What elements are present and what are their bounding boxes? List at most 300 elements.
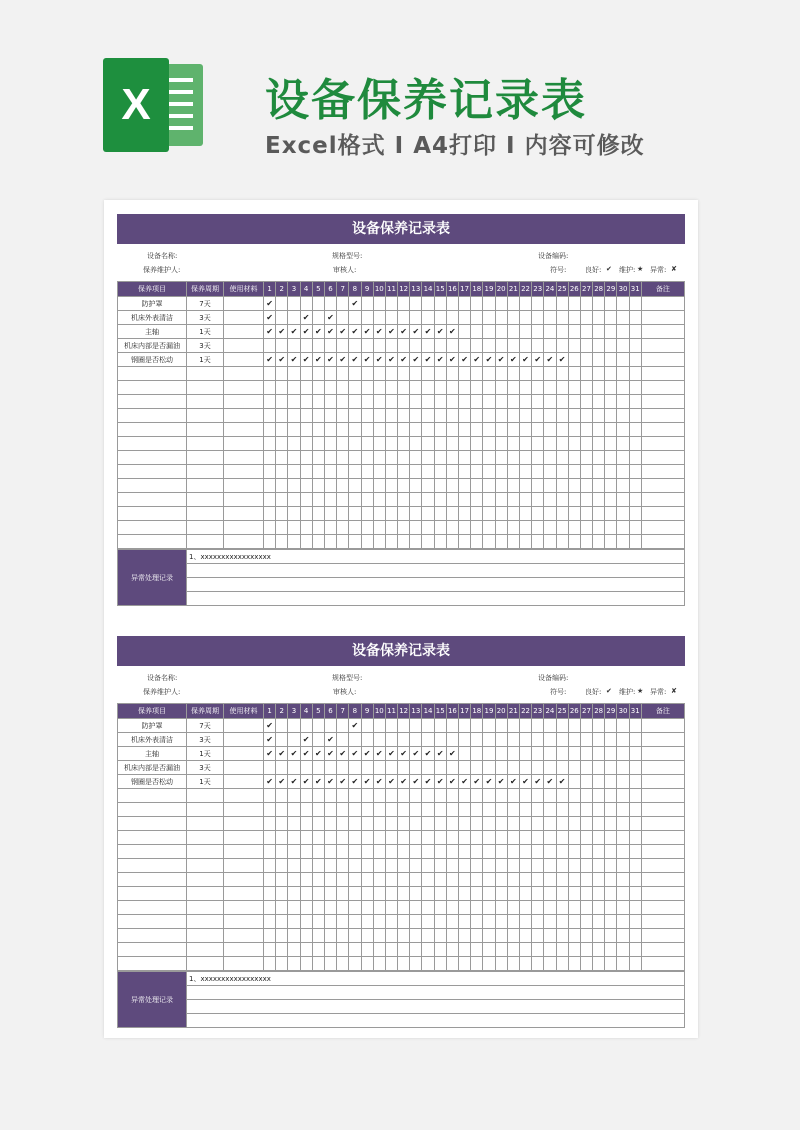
cycle-cell[interactable]: 7天 bbox=[187, 719, 224, 733]
day-cell[interactable] bbox=[349, 395, 361, 409]
day-cell[interactable] bbox=[544, 521, 556, 535]
day-cell[interactable] bbox=[507, 901, 519, 915]
material-cell[interactable] bbox=[224, 381, 264, 395]
day-cell[interactable] bbox=[300, 719, 312, 733]
day-cell[interactable] bbox=[605, 733, 617, 747]
day-cell[interactable] bbox=[471, 535, 483, 549]
day-cell[interactable] bbox=[312, 817, 324, 831]
day-cell[interactable] bbox=[471, 423, 483, 437]
note-cell[interactable] bbox=[641, 325, 684, 339]
day-cell[interactable] bbox=[361, 297, 373, 311]
day-cell[interactable] bbox=[361, 381, 373, 395]
day-cell[interactable] bbox=[398, 339, 410, 353]
material-cell[interactable] bbox=[224, 479, 264, 493]
day-cell[interactable] bbox=[568, 873, 580, 887]
check-mark-cell[interactable]: ✔ bbox=[410, 353, 422, 367]
day-cell[interactable] bbox=[629, 831, 641, 845]
day-cell[interactable] bbox=[434, 817, 446, 831]
day-cell[interactable] bbox=[495, 747, 507, 761]
day-cell[interactable] bbox=[324, 719, 336, 733]
day-cell[interactable] bbox=[556, 381, 568, 395]
check-mark-cell[interactable]: ✔ bbox=[398, 775, 410, 789]
day-cell[interactable] bbox=[593, 915, 605, 929]
check-mark-cell[interactable]: ✔ bbox=[459, 775, 471, 789]
day-cell[interactable] bbox=[568, 845, 580, 859]
check-mark-cell[interactable]: ✔ bbox=[544, 775, 556, 789]
day-cell[interactable] bbox=[617, 761, 629, 775]
day-cell[interactable] bbox=[507, 451, 519, 465]
day-cell[interactable] bbox=[446, 521, 458, 535]
day-cell[interactable] bbox=[361, 339, 373, 353]
day-cell[interactable] bbox=[544, 957, 556, 971]
day-cell[interactable] bbox=[617, 901, 629, 915]
note-cell[interactable] bbox=[641, 747, 684, 761]
note-cell[interactable] bbox=[641, 479, 684, 493]
day-cell[interactable] bbox=[422, 901, 434, 915]
day-cell[interactable] bbox=[519, 789, 531, 803]
day-cell[interactable] bbox=[446, 845, 458, 859]
day-cell[interactable] bbox=[459, 761, 471, 775]
day-cell[interactable] bbox=[264, 451, 276, 465]
item-cell[interactable] bbox=[118, 535, 187, 549]
check-mark-cell[interactable]: ✔ bbox=[276, 775, 288, 789]
day-cell[interactable] bbox=[276, 465, 288, 479]
day-cell[interactable] bbox=[446, 873, 458, 887]
day-cell[interactable] bbox=[471, 465, 483, 479]
day-cell[interactable] bbox=[422, 915, 434, 929]
day-cell[interactable] bbox=[617, 929, 629, 943]
day-cell[interactable] bbox=[312, 395, 324, 409]
day-cell[interactable] bbox=[605, 381, 617, 395]
day-cell[interactable] bbox=[593, 297, 605, 311]
check-mark-cell[interactable]: ✔ bbox=[532, 353, 544, 367]
day-cell[interactable] bbox=[532, 437, 544, 451]
day-cell[interactable] bbox=[312, 493, 324, 507]
day-cell[interactable] bbox=[276, 521, 288, 535]
day-cell[interactable] bbox=[507, 817, 519, 831]
day-cell[interactable] bbox=[361, 803, 373, 817]
item-cell[interactable] bbox=[118, 859, 187, 873]
cycle-cell[interactable] bbox=[187, 507, 224, 521]
material-cell[interactable] bbox=[224, 761, 264, 775]
day-cell[interactable] bbox=[288, 521, 300, 535]
day-cell[interactable] bbox=[324, 817, 336, 831]
day-cell[interactable] bbox=[617, 803, 629, 817]
day-cell[interactable] bbox=[361, 943, 373, 957]
day-cell[interactable] bbox=[580, 943, 592, 957]
day-cell[interactable] bbox=[312, 845, 324, 859]
day-cell[interactable] bbox=[324, 873, 336, 887]
day-cell[interactable] bbox=[459, 943, 471, 957]
day-cell[interactable] bbox=[629, 775, 641, 789]
day-cell[interactable] bbox=[288, 873, 300, 887]
check-mark-cell[interactable]: ✔ bbox=[349, 353, 361, 367]
day-cell[interactable] bbox=[434, 381, 446, 395]
day-cell[interactable] bbox=[544, 423, 556, 437]
item-cell[interactable] bbox=[118, 367, 187, 381]
check-mark-cell[interactable]: ✔ bbox=[264, 719, 276, 733]
day-cell[interactable] bbox=[324, 901, 336, 915]
day-cell[interactable] bbox=[629, 507, 641, 521]
day-cell[interactable] bbox=[532, 493, 544, 507]
item-cell[interactable]: 钢圈是否松动 bbox=[118, 353, 187, 367]
day-cell[interactable] bbox=[276, 311, 288, 325]
day-cell[interactable] bbox=[507, 297, 519, 311]
day-cell[interactable] bbox=[361, 535, 373, 549]
day-cell[interactable] bbox=[398, 873, 410, 887]
day-cell[interactable] bbox=[580, 803, 592, 817]
day-cell[interactable] bbox=[312, 761, 324, 775]
day-cell[interactable] bbox=[532, 915, 544, 929]
day-cell[interactable] bbox=[410, 507, 422, 521]
check-mark-cell[interactable]: ✔ bbox=[300, 353, 312, 367]
day-cell[interactable] bbox=[434, 479, 446, 493]
day-cell[interactable] bbox=[532, 845, 544, 859]
day-cell[interactable] bbox=[556, 507, 568, 521]
check-mark-cell[interactable]: ✔ bbox=[361, 353, 373, 367]
day-cell[interactable] bbox=[629, 423, 641, 437]
day-cell[interactable] bbox=[459, 395, 471, 409]
day-cell[interactable] bbox=[373, 423, 385, 437]
day-cell[interactable] bbox=[446, 339, 458, 353]
day-cell[interactable] bbox=[629, 887, 641, 901]
note-cell[interactable] bbox=[641, 915, 684, 929]
day-cell[interactable] bbox=[385, 929, 397, 943]
day-cell[interactable] bbox=[544, 929, 556, 943]
day-cell[interactable] bbox=[568, 353, 580, 367]
day-cell[interactable] bbox=[373, 311, 385, 325]
item-cell[interactable]: 防护罩 bbox=[118, 719, 187, 733]
day-cell[interactable] bbox=[264, 817, 276, 831]
note-cell[interactable] bbox=[641, 437, 684, 451]
day-cell[interactable] bbox=[459, 521, 471, 535]
note-cell[interactable] bbox=[641, 507, 684, 521]
day-cell[interactable] bbox=[349, 943, 361, 957]
day-cell[interactable] bbox=[617, 493, 629, 507]
day-cell[interactable] bbox=[568, 957, 580, 971]
day-cell[interactable] bbox=[288, 901, 300, 915]
day-cell[interactable] bbox=[385, 339, 397, 353]
day-cell[interactable] bbox=[605, 535, 617, 549]
day-cell[interactable] bbox=[593, 887, 605, 901]
day-cell[interactable] bbox=[373, 789, 385, 803]
day-cell[interactable] bbox=[471, 761, 483, 775]
day-cell[interactable] bbox=[495, 901, 507, 915]
cycle-cell[interactable] bbox=[187, 493, 224, 507]
day-cell[interactable] bbox=[422, 761, 434, 775]
day-cell[interactable] bbox=[593, 733, 605, 747]
day-cell[interactable] bbox=[312, 915, 324, 929]
note-cell[interactable] bbox=[641, 465, 684, 479]
day-cell[interactable] bbox=[324, 915, 336, 929]
day-cell[interactable] bbox=[446, 817, 458, 831]
note-cell[interactable] bbox=[641, 395, 684, 409]
item-cell[interactable] bbox=[118, 437, 187, 451]
day-cell[interactable] bbox=[385, 957, 397, 971]
day-cell[interactable] bbox=[288, 859, 300, 873]
day-cell[interactable] bbox=[483, 761, 495, 775]
day-cell[interactable] bbox=[459, 845, 471, 859]
day-cell[interactable] bbox=[483, 521, 495, 535]
day-cell[interactable] bbox=[495, 381, 507, 395]
day-cell[interactable] bbox=[544, 873, 556, 887]
day-cell[interactable] bbox=[580, 493, 592, 507]
day-cell[interactable] bbox=[593, 535, 605, 549]
item-cell[interactable] bbox=[118, 887, 187, 901]
day-cell[interactable] bbox=[568, 507, 580, 521]
day-cell[interactable] bbox=[312, 831, 324, 845]
day-cell[interactable] bbox=[459, 873, 471, 887]
day-cell[interactable] bbox=[556, 733, 568, 747]
item-cell[interactable]: 机床外表清洁 bbox=[118, 311, 187, 325]
day-cell[interactable] bbox=[519, 311, 531, 325]
day-cell[interactable] bbox=[519, 803, 531, 817]
note-cell[interactable] bbox=[641, 901, 684, 915]
day-cell[interactable] bbox=[605, 507, 617, 521]
day-cell[interactable] bbox=[544, 381, 556, 395]
day-cell[interactable] bbox=[398, 437, 410, 451]
day-cell[interactable] bbox=[532, 761, 544, 775]
item-cell[interactable] bbox=[118, 873, 187, 887]
day-cell[interactable] bbox=[495, 929, 507, 943]
note-cell[interactable] bbox=[641, 929, 684, 943]
day-cell[interactable] bbox=[519, 929, 531, 943]
day-cell[interactable] bbox=[495, 493, 507, 507]
day-cell[interactable] bbox=[568, 297, 580, 311]
day-cell[interactable] bbox=[483, 493, 495, 507]
day-cell[interactable] bbox=[385, 395, 397, 409]
item-cell[interactable] bbox=[118, 479, 187, 493]
check-mark-cell[interactable]: ✔ bbox=[288, 353, 300, 367]
item-cell[interactable] bbox=[118, 409, 187, 423]
day-cell[interactable] bbox=[373, 803, 385, 817]
day-cell[interactable] bbox=[300, 831, 312, 845]
cycle-cell[interactable] bbox=[187, 929, 224, 943]
check-mark-cell[interactable]: ✔ bbox=[349, 325, 361, 339]
day-cell[interactable] bbox=[593, 507, 605, 521]
check-mark-cell[interactable]: ✔ bbox=[446, 747, 458, 761]
note-cell[interactable] bbox=[641, 887, 684, 901]
day-cell[interactable] bbox=[446, 831, 458, 845]
day-cell[interactable] bbox=[617, 859, 629, 873]
day-cell[interactable] bbox=[605, 887, 617, 901]
day-cell[interactable] bbox=[605, 747, 617, 761]
day-cell[interactable] bbox=[593, 873, 605, 887]
day-cell[interactable] bbox=[580, 325, 592, 339]
day-cell[interactable] bbox=[288, 831, 300, 845]
day-cell[interactable] bbox=[312, 901, 324, 915]
day-cell[interactable] bbox=[361, 521, 373, 535]
day-cell[interactable] bbox=[617, 325, 629, 339]
day-cell[interactable] bbox=[288, 957, 300, 971]
item-cell[interactable] bbox=[118, 451, 187, 465]
day-cell[interactable] bbox=[410, 887, 422, 901]
day-cell[interactable] bbox=[495, 719, 507, 733]
note-cell[interactable] bbox=[641, 957, 684, 971]
day-cell[interactable] bbox=[288, 761, 300, 775]
day-cell[interactable] bbox=[300, 901, 312, 915]
day-cell[interactable] bbox=[519, 943, 531, 957]
day-cell[interactable] bbox=[434, 465, 446, 479]
day-cell[interactable] bbox=[617, 817, 629, 831]
day-cell[interactable] bbox=[324, 859, 336, 873]
day-cell[interactable] bbox=[422, 957, 434, 971]
material-cell[interactable] bbox=[224, 803, 264, 817]
day-cell[interactable] bbox=[544, 493, 556, 507]
day-cell[interactable] bbox=[580, 873, 592, 887]
day-cell[interactable] bbox=[629, 297, 641, 311]
day-cell[interactable] bbox=[312, 521, 324, 535]
day-cell[interactable] bbox=[507, 789, 519, 803]
day-cell[interactable] bbox=[373, 297, 385, 311]
day-cell[interactable] bbox=[483, 747, 495, 761]
day-cell[interactable] bbox=[495, 311, 507, 325]
day-cell[interactable] bbox=[337, 451, 349, 465]
day-cell[interactable] bbox=[422, 451, 434, 465]
day-cell[interactable] bbox=[459, 437, 471, 451]
day-cell[interactable] bbox=[629, 451, 641, 465]
day-cell[interactable] bbox=[434, 311, 446, 325]
day-cell[interactable] bbox=[398, 381, 410, 395]
day-cell[interactable] bbox=[422, 311, 434, 325]
day-cell[interactable] bbox=[507, 325, 519, 339]
day-cell[interactable] bbox=[385, 803, 397, 817]
material-cell[interactable] bbox=[224, 775, 264, 789]
day-cell[interactable] bbox=[459, 493, 471, 507]
day-cell[interactable] bbox=[568, 423, 580, 437]
day-cell[interactable] bbox=[544, 325, 556, 339]
day-cell[interactable] bbox=[556, 325, 568, 339]
day-cell[interactable] bbox=[544, 761, 556, 775]
day-cell[interactable] bbox=[373, 409, 385, 423]
day-cell[interactable] bbox=[507, 845, 519, 859]
day-cell[interactable] bbox=[593, 311, 605, 325]
day-cell[interactable] bbox=[605, 789, 617, 803]
day-cell[interactable] bbox=[580, 761, 592, 775]
day-cell[interactable] bbox=[434, 915, 446, 929]
check-mark-cell[interactable]: ✔ bbox=[349, 747, 361, 761]
day-cell[interactable] bbox=[629, 353, 641, 367]
note-cell[interactable] bbox=[641, 943, 684, 957]
day-cell[interactable] bbox=[349, 761, 361, 775]
day-cell[interactable] bbox=[605, 339, 617, 353]
day-cell[interactable] bbox=[556, 901, 568, 915]
day-cell[interactable] bbox=[434, 957, 446, 971]
day-cell[interactable] bbox=[276, 339, 288, 353]
day-cell[interactable] bbox=[434, 521, 446, 535]
day-cell[interactable] bbox=[471, 297, 483, 311]
day-cell[interactable] bbox=[580, 479, 592, 493]
check-mark-cell[interactable]: ✔ bbox=[300, 747, 312, 761]
day-cell[interactable] bbox=[349, 423, 361, 437]
day-cell[interactable] bbox=[605, 311, 617, 325]
check-mark-cell[interactable]: ✔ bbox=[337, 353, 349, 367]
day-cell[interactable] bbox=[556, 789, 568, 803]
day-cell[interactable] bbox=[471, 859, 483, 873]
day-cell[interactable] bbox=[544, 803, 556, 817]
day-cell[interactable] bbox=[629, 535, 641, 549]
day-cell[interactable] bbox=[324, 423, 336, 437]
day-cell[interactable] bbox=[593, 957, 605, 971]
day-cell[interactable] bbox=[300, 297, 312, 311]
day-cell[interactable] bbox=[544, 915, 556, 929]
day-cell[interactable] bbox=[398, 957, 410, 971]
day-cell[interactable] bbox=[324, 535, 336, 549]
day-cell[interactable] bbox=[312, 409, 324, 423]
day-cell[interactable] bbox=[337, 901, 349, 915]
day-cell[interactable] bbox=[471, 367, 483, 381]
day-cell[interactable] bbox=[593, 325, 605, 339]
day-cell[interactable] bbox=[324, 761, 336, 775]
day-cell[interactable] bbox=[410, 479, 422, 493]
day-cell[interactable] bbox=[410, 915, 422, 929]
day-cell[interactable] bbox=[434, 789, 446, 803]
day-cell[interactable] bbox=[556, 297, 568, 311]
day-cell[interactable] bbox=[519, 535, 531, 549]
day-cell[interactable] bbox=[544, 747, 556, 761]
cycle-cell[interactable]: 1天 bbox=[187, 747, 224, 761]
day-cell[interactable] bbox=[507, 915, 519, 929]
day-cell[interactable] bbox=[593, 859, 605, 873]
day-cell[interactable] bbox=[446, 479, 458, 493]
day-cell[interactable] bbox=[422, 789, 434, 803]
day-cell[interactable] bbox=[385, 409, 397, 423]
day-cell[interactable] bbox=[471, 887, 483, 901]
day-cell[interactable] bbox=[312, 733, 324, 747]
day-cell[interactable] bbox=[410, 367, 422, 381]
material-cell[interactable] bbox=[224, 311, 264, 325]
cycle-cell[interactable] bbox=[187, 479, 224, 493]
day-cell[interactable] bbox=[556, 957, 568, 971]
day-cell[interactable] bbox=[410, 761, 422, 775]
day-cell[interactable] bbox=[264, 409, 276, 423]
day-cell[interactable] bbox=[495, 733, 507, 747]
item-cell[interactable] bbox=[118, 465, 187, 479]
day-cell[interactable] bbox=[519, 831, 531, 845]
day-cell[interactable] bbox=[605, 817, 617, 831]
day-cell[interactable] bbox=[422, 395, 434, 409]
day-cell[interactable] bbox=[459, 719, 471, 733]
day-cell[interactable] bbox=[471, 915, 483, 929]
day-cell[interactable] bbox=[446, 367, 458, 381]
day-cell[interactable] bbox=[568, 747, 580, 761]
day-cell[interactable] bbox=[471, 381, 483, 395]
day-cell[interactable] bbox=[544, 451, 556, 465]
day-cell[interactable] bbox=[288, 339, 300, 353]
day-cell[interactable] bbox=[446, 803, 458, 817]
day-cell[interactable] bbox=[580, 719, 592, 733]
day-cell[interactable] bbox=[617, 381, 629, 395]
day-cell[interactable] bbox=[507, 929, 519, 943]
day-cell[interactable] bbox=[629, 915, 641, 929]
day-cell[interactable] bbox=[471, 901, 483, 915]
day-cell[interactable] bbox=[337, 845, 349, 859]
day-cell[interactable] bbox=[519, 845, 531, 859]
day-cell[interactable] bbox=[459, 915, 471, 929]
day-cell[interactable] bbox=[519, 521, 531, 535]
day-cell[interactable] bbox=[532, 423, 544, 437]
day-cell[interactable] bbox=[276, 845, 288, 859]
day-cell[interactable] bbox=[593, 521, 605, 535]
item-cell[interactable] bbox=[118, 423, 187, 437]
day-cell[interactable] bbox=[532, 325, 544, 339]
day-cell[interactable] bbox=[568, 493, 580, 507]
day-cell[interactable] bbox=[385, 535, 397, 549]
material-cell[interactable] bbox=[224, 367, 264, 381]
day-cell[interactable] bbox=[410, 521, 422, 535]
day-cell[interactable] bbox=[398, 929, 410, 943]
check-mark-cell[interactable]: ✔ bbox=[495, 353, 507, 367]
